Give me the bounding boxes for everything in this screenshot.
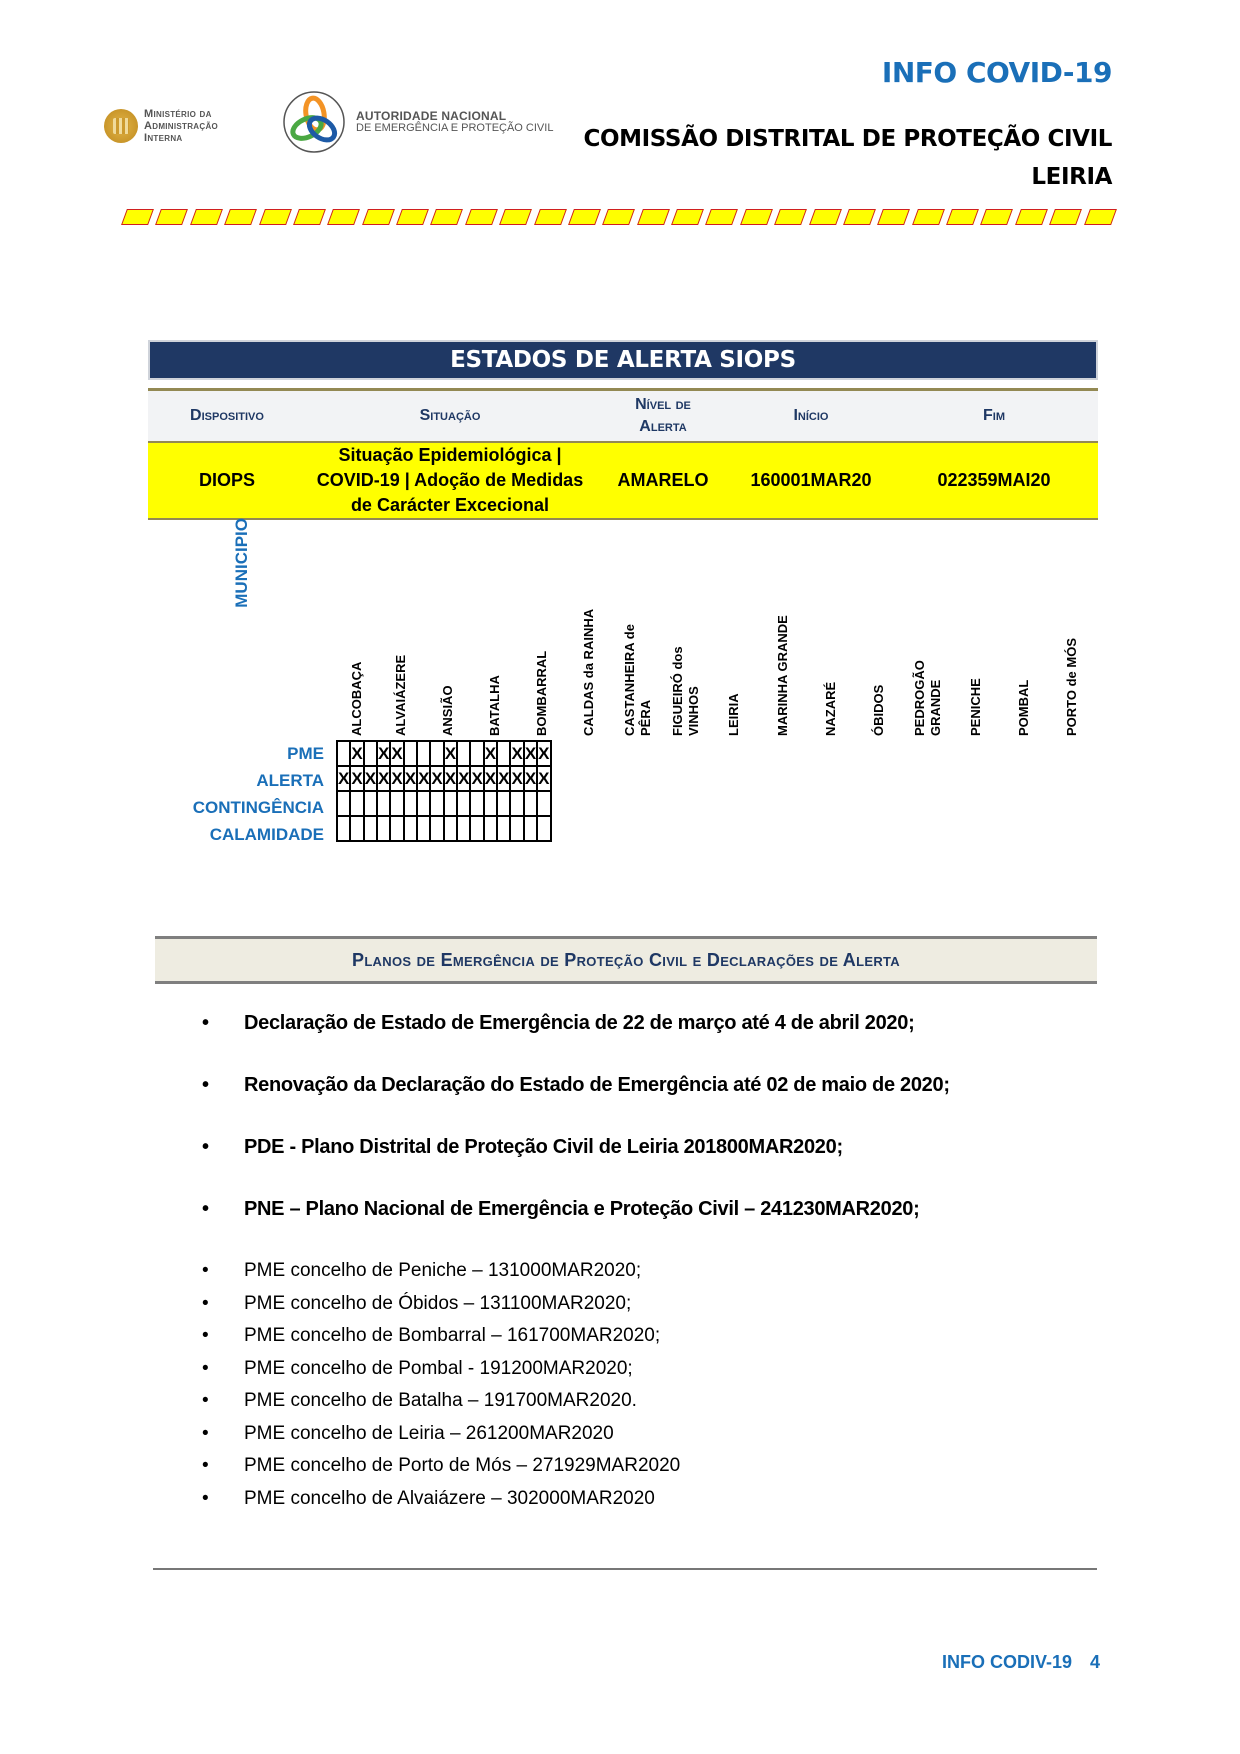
municipio-column-header: BATALHA <box>487 675 502 736</box>
tape-segment <box>327 209 360 225</box>
declaration-item: • Declaração de Estado de Emergência de 22 de março até 4 de abril 2020; <box>202 1012 950 1074</box>
municipio-cell <box>457 741 470 766</box>
estados-header-row <box>148 390 1098 443</box>
municipio-cell: X <box>377 741 390 766</box>
tape-segment <box>293 209 326 225</box>
tape-segment <box>259 209 292 225</box>
municipio-cell <box>404 741 417 766</box>
estados-table <box>148 388 1098 520</box>
municipio-cell <box>350 791 363 816</box>
municipio-cell <box>377 791 390 816</box>
municipio-column-header: ALVAIÁZERE <box>393 654 408 736</box>
municipio-cell: X <box>484 741 497 766</box>
municipio-row-label: PME <box>287 744 324 763</box>
tape-segment <box>774 209 807 225</box>
footer-label: INFO CODIV-19 <box>941 1652 1072 1672</box>
municipio-cell: X <box>497 766 510 791</box>
municipio-cell <box>417 816 430 841</box>
municipio-cell <box>404 791 417 816</box>
tape-segment <box>809 209 842 225</box>
anepc-logo-text: AUTORIDADE NACIONAL DE EMERGÊNCIA E PROTEÇÃO CIVIL <box>356 109 554 134</box>
municipio-cell <box>377 816 390 841</box>
estados-alerta-section <box>148 340 1098 520</box>
municipio-cell: X <box>364 766 377 791</box>
municipio-row-label: ALERTA <box>256 771 324 790</box>
municipio-cell <box>497 791 510 816</box>
pme-item: • PME concelho de Óbidos – 131100MAR2020; <box>202 1293 680 1326</box>
municipio-cell: X <box>444 741 457 766</box>
municipio-cell: X <box>510 741 523 766</box>
estados-title: ESTADOS DE ALERTA SIOPS <box>148 340 1098 380</box>
pme-item: • PME concelho de Alvaiázere – 302000MAR2020 <box>202 1488 680 1521</box>
dispositivo-value: DIOPS <box>148 442 306 519</box>
municipio-row <box>337 816 551 841</box>
municipio-cell <box>350 816 363 841</box>
municipio-cell <box>470 741 483 766</box>
tape-segment <box>534 209 567 225</box>
municipio-cell <box>390 816 403 841</box>
tape-segment <box>465 209 498 225</box>
municipio-cell <box>510 816 523 841</box>
col-dispositivo: Dispositivo <box>148 390 306 443</box>
municipio-cell: X <box>390 766 403 791</box>
pme-list <box>202 1260 680 1520</box>
municipio-cell: X <box>524 741 537 766</box>
municipio-cell: X <box>470 766 483 791</box>
municipio-cell: X <box>484 766 497 791</box>
municipio-row <box>337 791 551 816</box>
situacao-value: Situação Epidemiológica | COVID-19 | Adoção de Medidas de Carácter Excecional <box>306 442 594 519</box>
municipio-cell: X <box>404 766 417 791</box>
tape-segment <box>602 209 635 225</box>
anepc-rings-icon <box>282 90 346 154</box>
tape-segment <box>637 209 670 225</box>
municipio-cell: X <box>337 766 350 791</box>
municipio-column-header: FIGUEIRÓ dos VINHOS <box>670 646 701 736</box>
municipio-cell <box>457 816 470 841</box>
page-number: 4 <box>1089 1652 1100 1672</box>
pme-item: • PME concelho de Peniche – 131000MAR2020; <box>202 1260 680 1293</box>
declaration-item: • PDE - Plano Distrital de Proteção Civil de Leiria 201800MAR2020; <box>202 1136 950 1198</box>
declaration-item: • PNE – Plano Nacional de Emergência e Proteção Civil – 241230MAR2020; <box>202 1198 950 1260</box>
municipio-cell <box>404 816 417 841</box>
tape-segment <box>121 209 154 225</box>
municipio-column-header: POMBAL <box>1016 679 1031 736</box>
tape-segment <box>912 209 945 225</box>
municipio-cell: X <box>537 741 550 766</box>
municipio-cell <box>337 741 350 766</box>
municipio-cell <box>457 791 470 816</box>
pme-item: • PME concelho de Bombarral – 161700MAR2020; <box>202 1325 680 1358</box>
municipio-cell <box>337 816 350 841</box>
tape-segment <box>946 209 979 225</box>
nivel-value: AMARELO <box>594 442 732 519</box>
municipio-row-label: CONTINGÊNCIA <box>192 798 324 817</box>
tape-segment <box>843 209 876 225</box>
info-covid-title: INFO COVID-19 <box>881 56 1112 89</box>
municipio-column-header: PEDROGÃO GRANDE <box>911 660 943 736</box>
municipio-column-header: PORTO de MÓS <box>1064 638 1079 736</box>
municipio-cell: X <box>537 766 550 791</box>
col-inicio: Início <box>732 390 890 443</box>
municipio-cell: X <box>457 766 470 791</box>
col-nivel: Nível de Alerta <box>594 390 732 443</box>
commission-title: COMISSÃO DISTRITAL DE PROTEÇÃO CIVIL LEIRIA <box>583 126 1112 190</box>
municipio-column-header: MARINHA GRANDE <box>774 615 790 736</box>
pme-item: • PME concelho de Leiria – 261200MAR2020 <box>202 1423 680 1456</box>
municipio-column-headers <box>336 590 1096 736</box>
coat-of-arms-icon <box>104 109 138 143</box>
fim-value: 022359MAI20 <box>890 442 1098 519</box>
municipio-row-label: CALAMIDADE <box>209 825 324 844</box>
municipio-cell <box>537 816 550 841</box>
municipio-cell <box>497 741 510 766</box>
pme-item: • PME concelho de Porto de Mós – 271929MAR2020 <box>202 1455 680 1488</box>
municipio-cell <box>430 741 443 766</box>
footer-divider <box>153 1568 1097 1570</box>
municipio-cell: X <box>417 766 430 791</box>
municipio-cell: X <box>377 766 390 791</box>
municipio-cell: X <box>430 766 443 791</box>
municipio-cell <box>430 816 443 841</box>
municipio-column-header: ÓBIDOS <box>871 684 886 736</box>
municipio-cell: X <box>350 741 363 766</box>
municipio-cell <box>484 816 497 841</box>
municipio-grid <box>336 740 552 842</box>
tape-segment <box>705 209 738 225</box>
municipio-cell <box>390 791 403 816</box>
col-fim: Fim <box>890 390 1098 443</box>
tape-segment <box>155 209 188 225</box>
municipio-row-labels <box>170 740 324 848</box>
ministerio-logo <box>104 108 218 144</box>
footer <box>942 1652 1100 1673</box>
estados-row <box>148 442 1098 519</box>
municipio-column-header: CASTANHEIRA de PÊRA <box>621 624 653 736</box>
municipio-cell <box>337 791 350 816</box>
municipio-cell <box>470 816 483 841</box>
municipio-cell <box>430 791 443 816</box>
caution-tape-divider <box>124 206 1114 226</box>
tape-segment <box>568 209 601 225</box>
municipio-cell <box>364 741 377 766</box>
municipio-column-header: NAZARÉ <box>823 681 838 736</box>
inicio-value: 160001MAR20 <box>732 442 890 519</box>
declaration-item: • Renovação da Declaração do Estado de Emergência até 02 de maio de 2020; <box>202 1074 950 1136</box>
municipio-cell <box>417 741 430 766</box>
municipio-row <box>337 766 551 791</box>
col-situacao: Situação <box>306 390 594 443</box>
tape-segment <box>224 209 257 225</box>
municipio-cell: X <box>510 766 523 791</box>
municipio-column-header: BOMBARRAL <box>533 650 549 736</box>
municipio-cell: X <box>350 766 363 791</box>
tape-segment <box>980 209 1013 225</box>
municipio-cell <box>484 791 497 816</box>
municipio-cell <box>364 816 377 841</box>
municipio-column-header: LEIRIA <box>726 693 741 736</box>
municipio-cell <box>444 816 457 841</box>
tape-segment <box>1015 209 1048 225</box>
declarations-list <box>202 1012 950 1260</box>
municipio-cell <box>524 816 537 841</box>
municipio-cell <box>470 791 483 816</box>
anepc-logo <box>282 90 553 154</box>
municipio-cell: X <box>524 766 537 791</box>
municipio-label: MUNICIPIO <box>232 518 251 608</box>
ministerio-logo-text: Ministério da Administração Interna <box>144 108 219 144</box>
tape-segment <box>499 209 532 225</box>
tape-segment <box>190 209 223 225</box>
municipio-cell: X <box>390 741 403 766</box>
municipio-cell: X <box>444 766 457 791</box>
municipio-column-header: PENICHE <box>968 678 983 736</box>
pme-item: • PME concelho de Batalha – 191700MAR2020. <box>202 1390 680 1423</box>
municipio-cell <box>524 791 537 816</box>
tape-segment <box>430 209 463 225</box>
municipio-cell <box>364 791 377 816</box>
tape-segment <box>1049 209 1082 225</box>
municipio-column-header: ALCOBAÇA <box>349 661 364 736</box>
municipio-column-header: CALDAS da RAINHA <box>581 608 596 736</box>
municipio-cell <box>497 816 510 841</box>
tape-segment <box>362 209 395 225</box>
planos-title: Planos de Emergência de Proteção Civil e Declarações de Alerta <box>155 936 1097 984</box>
tape-segment <box>671 209 704 225</box>
tape-segment <box>1084 209 1117 225</box>
pme-item: • PME concelho de Pombal - 191200MAR2020; <box>202 1358 680 1391</box>
municipio-cell <box>510 791 523 816</box>
tape-segment <box>877 209 910 225</box>
municipio-column-header: ANSIÃO <box>440 685 455 736</box>
municipio-cell <box>444 791 457 816</box>
tape-segment <box>740 209 773 225</box>
municipio-cell <box>417 791 430 816</box>
municipio-row <box>337 741 551 766</box>
tape-segment <box>396 209 429 225</box>
municipio-cell <box>537 791 550 816</box>
